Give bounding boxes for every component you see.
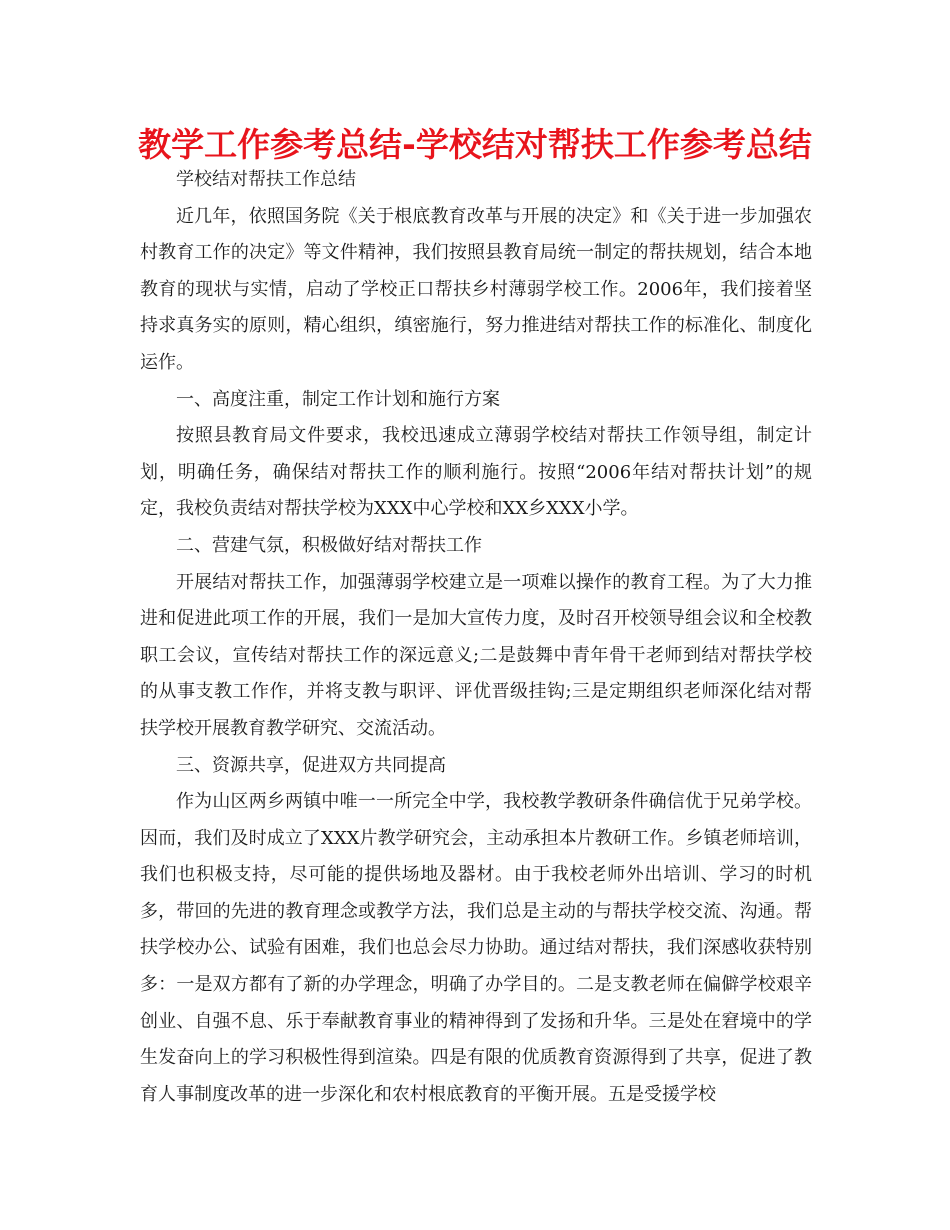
- paragraph-section-1: 按照县教育局文件要求，我校迅速成立薄弱学校结对帮扶工作领导组，制定计划，明确任务，确保结对帮扶工作的顺利施行。按照“2006年结对帮扶计划”的规定，我校负责结对帮扶学校为XXX中心学校和XX乡XXX小学。: [140, 425, 812, 520]
- paragraph-section-3: 作为山区两乡两镇中唯一一所完全中学，我校教学教研条件确信优于兄弟学校。因而，我们及时成立了XXX片教学研究会，主动承担本片教研工作。乡镇老师培训，我们也积极支持，尽可能的提供场地及器材。由于我校老师外出培训、学习的时机多，带回的先进的教育理念或教学方法，我们总是主动的与帮扶学校交流、沟通。帮扶学校办公、试验有困难，我们也总会尽力协助。通过结对帮扶，我们深感收获特别多：一是双方都有了新的办学理念，明确了办学目的。二是支教老师在偏僻学校艰辛创业、自强不息、乐于奉献教育事业的精神得到了发扬和升华。三是处在窘境中的学生发奋向上的学习积极性得到渲染。四是有限的优质教育资源得到了共享，促进了教育人事制度改革的进一步深化和农村根底教育的平衡开展。五是受援学校: [140, 791, 812, 1105]
- section-heading-3: 三、资源共享，促进双方共同提高: [176, 754, 446, 776]
- document-body: [140, 162, 812, 1113]
- section-heading-2: 二、营建气氛，积极做好结对帮扶工作: [176, 534, 482, 556]
- document-subtitle: 学校结对帮扶工作总结: [176, 169, 356, 190]
- paragraph-section-2: 开展结对帮扶工作，加强薄弱学校建立是一项难以操作的教育工程。为了大力推进和促进此项工作的开展，我们一是加大宣传力度，及时召开校领导组会议和全校教职工会议，宣传结对帮扶工作的深远意义;二是鼓舞中青年骨干老师到结对帮扶学校的从事支教工作作，并将支教与职评、评优晋级挂钩;三是定期组织老师深化结对帮扶学校开展教育教学研究、交流活动。: [140, 571, 812, 739]
- section-heading-1: 一、高度注重，制定工作计划和施行方案: [176, 388, 500, 410]
- paragraph-intro: 近几年，依照国务院《关于根底教育改革与开展的决定》和《关于进一步加强农村教育工作的决定》等文件精神，我们按照县教育局统一制定的帮扶规划，结合本地教育的现状与实情，启动了学校正口帮扶乡村薄弱学校工作。2006年，我们接着坚持求真务实的原则，精心组织，缜密施行，努力推进结对帮扶工作的标准化、制度化运作。: [140, 205, 812, 373]
- document-title: 教学工作参考总结-学校结对帮扶工作参考总结: [138, 125, 812, 164]
